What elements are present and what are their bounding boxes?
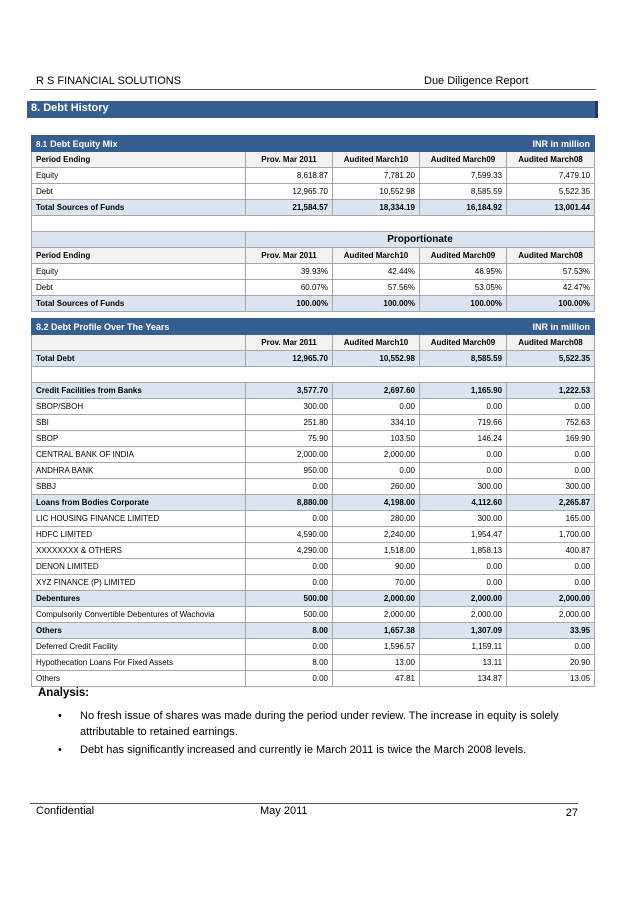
value-cell: 0.00: [420, 399, 507, 415]
bullet-text: No fresh issue of shares was made during the period under review. The increase in equity is solely attributable to retained earnings.: [80, 710, 559, 738]
debt-profile-table: [31, 318, 595, 687]
row-label: Debentures: [32, 591, 246, 607]
value-cell: 8,880.00: [246, 495, 333, 511]
row-label: LIC HOUSING FINANCE LIMITED: [32, 511, 246, 527]
page-footer: [30, 803, 578, 824]
table-row: [32, 559, 595, 575]
column-header: Prov. Mar 2011: [246, 152, 333, 168]
page-number: 27: [565, 807, 578, 819]
value-cell: 100.00%: [420, 296, 507, 312]
profile-title: 8.2 Debt Profile Over The Years: [32, 319, 507, 335]
value-cell: 57.56%: [333, 280, 420, 296]
blank-cell: [32, 232, 246, 248]
value-cell: 2,265.87: [507, 495, 595, 511]
value-cell: 1,596.57: [333, 639, 420, 655]
value-cell: 2,000.00: [333, 591, 420, 607]
table-row: [32, 399, 595, 415]
value-cell: 0.00: [246, 671, 333, 687]
page-header: [30, 77, 596, 90]
table-row: [32, 415, 595, 431]
footer-date: May 2011: [260, 805, 308, 817]
analysis-heading: Analysis:: [38, 687, 90, 699]
column-header: Audited March09: [420, 335, 507, 351]
value-cell: 251.80: [246, 415, 333, 431]
value-cell: 1,700.00: [507, 527, 595, 543]
row-label: Total Debt: [32, 351, 246, 367]
mix-header-row: [32, 248, 595, 264]
mix-title: [32, 136, 507, 152]
row-label: Total Sources of Funds: [32, 200, 246, 216]
value-cell: 5,522.35: [507, 351, 595, 367]
column-header: Prov. Mar 2011: [246, 248, 333, 264]
row-label: Credit Facilities from Banks: [32, 383, 246, 399]
value-cell: 4,112.60: [420, 495, 507, 511]
value-cell: 0.00: [507, 447, 595, 463]
value-cell: 146.24: [420, 431, 507, 447]
value-cell: 16,184.92: [420, 200, 507, 216]
mix-title-row: [32, 136, 595, 152]
value-cell: 2,000.00: [507, 607, 595, 623]
row-label: SBI: [32, 415, 246, 431]
report-title: Due Diligence Report: [424, 75, 529, 87]
row-label: SBOP/SBOH: [32, 399, 246, 415]
value-cell: 950.00: [246, 463, 333, 479]
table-row: [32, 463, 595, 479]
table-row: [32, 431, 595, 447]
row-label: HDFC LIMITED: [32, 527, 246, 543]
table-row: [32, 511, 595, 527]
group-subtotal-row: [32, 623, 595, 639]
table-row: [32, 639, 595, 655]
column-header: Audited March08: [507, 248, 595, 264]
company-name: R S FINANCIAL SOLUTIONS: [36, 75, 182, 87]
value-cell: 0.00: [246, 511, 333, 527]
debt-equity-mix-table: [31, 135, 595, 312]
mix-title-number: 8.1: [36, 139, 48, 149]
row-label: Debt: [32, 184, 246, 200]
table-row: [32, 543, 595, 559]
table-row: [32, 671, 595, 687]
value-cell: 0.00: [420, 463, 507, 479]
value-cell: 0.00: [507, 639, 595, 655]
table-row: [32, 280, 595, 296]
value-cell: 2,000.00: [333, 607, 420, 623]
value-cell: 2,000.00: [420, 591, 507, 607]
row-label: SBBJ: [32, 479, 246, 495]
value-cell: 1,858.13: [420, 543, 507, 559]
value-cell: 280.00: [333, 511, 420, 527]
spacer-cell: [32, 367, 595, 383]
value-cell: 500.00: [246, 607, 333, 623]
value-cell: 300.00: [420, 511, 507, 527]
value-cell: 53.05%: [420, 280, 507, 296]
value-cell: 0.00: [507, 463, 595, 479]
value-cell: 7,781.20: [333, 168, 420, 184]
value-cell: 90.00: [333, 559, 420, 575]
mix-header-row: [32, 152, 595, 168]
row-label: Total Sources of Funds: [32, 296, 246, 312]
unit-label: INR in million: [507, 319, 595, 335]
value-cell: 60.07%: [246, 280, 333, 296]
value-cell: 165.00: [507, 511, 595, 527]
value-cell: 0.00: [246, 639, 333, 655]
row-label: Hypothecation Loans For Fixed Assets: [32, 655, 246, 671]
table-row: [32, 655, 595, 671]
row-label: Others: [32, 671, 246, 687]
value-cell: 70.00: [333, 575, 420, 591]
mix-title-text: Debt Equity Mix: [50, 138, 118, 149]
column-header: Audited March10: [333, 248, 420, 264]
profile-header-row: [32, 335, 595, 351]
group-subtotal-row: [32, 383, 595, 399]
table-row: [32, 607, 595, 623]
column-header: Audited March10: [333, 335, 420, 351]
row-label: ANDHRA BANK: [32, 463, 246, 479]
value-cell: 2,000.00: [246, 447, 333, 463]
value-cell: 10,552.98: [333, 184, 420, 200]
value-cell: 0.00: [507, 559, 595, 575]
table-row: [32, 264, 595, 280]
value-cell: 4,198.00: [333, 495, 420, 511]
value-cell: 0.00: [507, 575, 595, 591]
table-row: [32, 184, 595, 200]
unit-label: INR in million: [507, 136, 595, 152]
value-cell: 8,618.87: [246, 168, 333, 184]
row-label: Equity: [32, 264, 246, 280]
value-cell: 13.00: [333, 655, 420, 671]
proportionate-row: [32, 232, 595, 248]
value-cell: 500.00: [246, 591, 333, 607]
proportionate-label: Proportionate: [246, 232, 595, 248]
total-row: [32, 200, 595, 216]
value-cell: 2,697.60: [333, 383, 420, 399]
row-label: Others: [32, 623, 246, 639]
value-cell: 12,965.70: [246, 351, 333, 367]
value-cell: 21,584.57: [246, 200, 333, 216]
value-cell: 4,290.00: [246, 543, 333, 559]
value-cell: 7,479.10: [507, 168, 595, 184]
value-cell: 300.00: [246, 399, 333, 415]
bullet-icon: •: [58, 710, 62, 722]
value-cell: 0.00: [333, 399, 420, 415]
row-label: SBOP: [32, 431, 246, 447]
value-cell: 33.95: [507, 623, 595, 639]
table-row: [32, 447, 595, 463]
value-cell: 13.11: [420, 655, 507, 671]
row-label: CENTRAL BANK OF INDIA: [32, 447, 246, 463]
column-header: Period Ending: [32, 248, 246, 264]
value-cell: 100.00%: [246, 296, 333, 312]
value-cell: 103.50: [333, 431, 420, 447]
column-header: Prov. Mar 2011: [246, 335, 333, 351]
value-cell: 2,000.00: [333, 447, 420, 463]
value-cell: 0.00: [420, 575, 507, 591]
row-label: Equity: [32, 168, 246, 184]
value-cell: 0.00: [420, 559, 507, 575]
value-cell: 2,240.00: [333, 527, 420, 543]
column-header: Audited March09: [420, 248, 507, 264]
column-header: Audited March09: [420, 152, 507, 168]
table-row: [32, 168, 595, 184]
value-cell: 75.90: [246, 431, 333, 447]
column-header: Period Ending: [32, 152, 246, 168]
value-cell: 300.00: [507, 479, 595, 495]
group-subtotal-row: [32, 591, 595, 607]
value-cell: 1,954.47: [420, 527, 507, 543]
column-header: Audited March08: [507, 335, 595, 351]
value-cell: 0.00: [507, 399, 595, 415]
value-cell: 3,577.70: [246, 383, 333, 399]
value-cell: 1,657.38: [333, 623, 420, 639]
column-header: Audited March08: [507, 152, 595, 168]
value-cell: 18,334.19: [333, 200, 420, 216]
spacer-row: [32, 367, 595, 383]
value-cell: 46.95%: [420, 264, 507, 280]
value-cell: 2,000.00: [507, 591, 595, 607]
value-cell: 400.87: [507, 543, 595, 559]
value-cell: 1,222.53: [507, 383, 595, 399]
profile-title-row: [32, 319, 595, 335]
bullet-icon: •: [58, 744, 62, 756]
value-cell: 752.63: [507, 415, 595, 431]
value-cell: 8,585.59: [420, 184, 507, 200]
value-cell: 0.00: [420, 447, 507, 463]
value-cell: 8.00: [246, 655, 333, 671]
row-label: Debt: [32, 280, 246, 296]
value-cell: 42.47%: [507, 280, 595, 296]
blank-cell: [32, 335, 246, 351]
total-row: [32, 296, 595, 312]
row-label: XXXXXXXX & OTHERS: [32, 543, 246, 559]
column-header: Audited March10: [333, 152, 420, 168]
value-cell: 100.00%: [507, 296, 595, 312]
value-cell: 100.00%: [333, 296, 420, 312]
value-cell: 1,307.09: [420, 623, 507, 639]
confidential-label: Confidential: [36, 805, 95, 817]
value-cell: 719.66: [420, 415, 507, 431]
value-cell: 0.00: [246, 479, 333, 495]
row-label: XYZ FINANCE (P) LIMITED: [32, 575, 246, 591]
bullet-text: Debt has significantly increased and currently ie March 2011 is twice the March 2008 levels.: [80, 744, 527, 756]
value-cell: 0.00: [246, 575, 333, 591]
row-label: Compulsorily Convertible Debentures of Wachovia: [32, 607, 246, 623]
value-cell: 13,001.44: [507, 200, 595, 216]
value-cell: 47.81: [333, 671, 420, 687]
value-cell: 1,518.00: [333, 543, 420, 559]
value-cell: 8.00: [246, 623, 333, 639]
total-debt-row: [32, 351, 595, 367]
value-cell: 39.93%: [246, 264, 333, 280]
value-cell: 42.44%: [333, 264, 420, 280]
value-cell: 1,159.11: [420, 639, 507, 655]
value-cell: 0.00: [246, 559, 333, 575]
value-cell: 0.00: [333, 463, 420, 479]
table-row: [32, 527, 595, 543]
value-cell: 4,590.00: [246, 527, 333, 543]
value-cell: 20.90: [507, 655, 595, 671]
value-cell: 5,522.35: [507, 184, 595, 200]
spacer-cell: [32, 216, 595, 232]
group-subtotal-row: [32, 495, 595, 511]
value-cell: 169.90: [507, 431, 595, 447]
value-cell: 1,165.90: [420, 383, 507, 399]
section-title: 8. Debt History: [27, 101, 598, 118]
value-cell: 2,000.00: [420, 607, 507, 623]
row-label: DENON LIMITED: [32, 559, 246, 575]
table-row: [32, 575, 595, 591]
value-cell: 13.05: [507, 671, 595, 687]
value-cell: 12,965.70: [246, 184, 333, 200]
value-cell: 8,585.59: [420, 351, 507, 367]
value-cell: 57.53%: [507, 264, 595, 280]
value-cell: 134.87: [420, 671, 507, 687]
value-cell: 260.00: [333, 479, 420, 495]
spacer-row: [32, 216, 595, 232]
value-cell: 7,599.33: [420, 168, 507, 184]
value-cell: 334.10: [333, 415, 420, 431]
table-row: [32, 479, 595, 495]
value-cell: 300.00: [420, 479, 507, 495]
row-label: Loans from Bodies Corporate: [32, 495, 246, 511]
value-cell: 10,552.98: [333, 351, 420, 367]
row-label: Deferred Credit Facility: [32, 639, 246, 655]
